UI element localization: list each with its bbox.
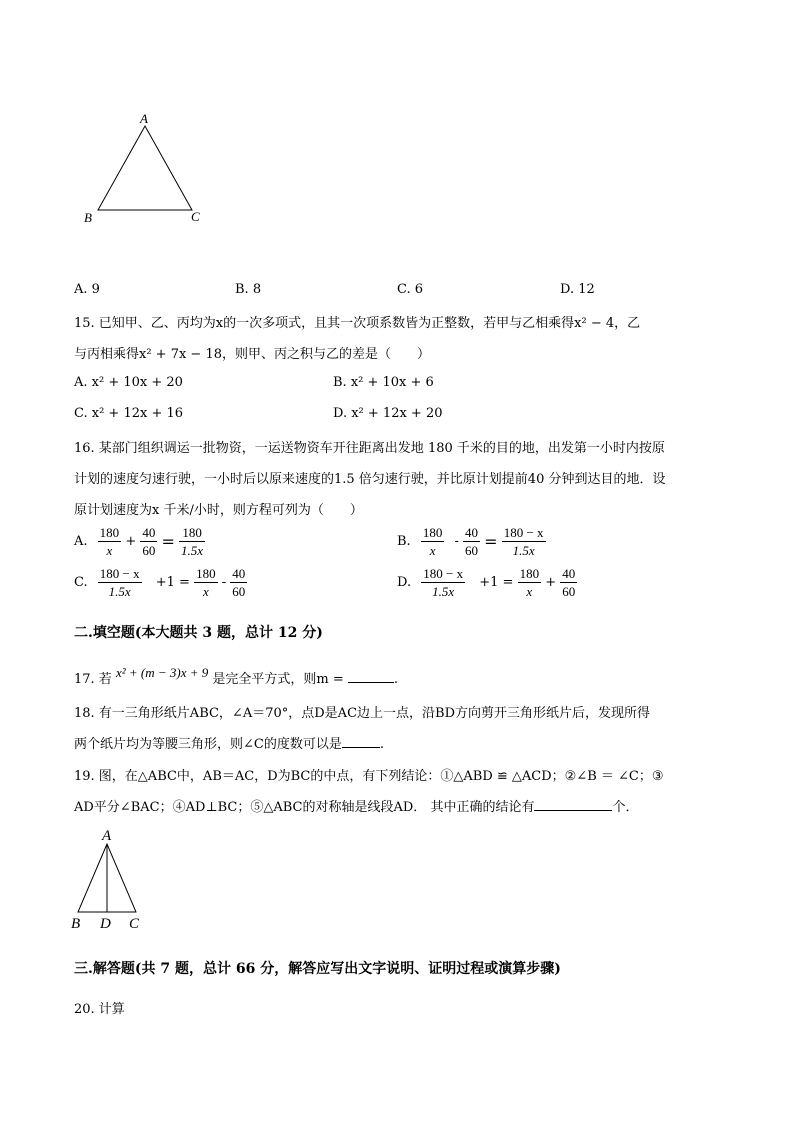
fraction: $\frac{180 - x}{1.5x}$ bbox=[423, 566, 464, 599]
fraction: $\frac{180}{1.5x}$ bbox=[181, 525, 204, 558]
fraction: $\frac{40}{60}$ bbox=[232, 566, 246, 599]
q15-option-a[interactable]: A. x² + 10x + 20 bbox=[74, 375, 183, 390]
option-b-label: B. bbox=[397, 534, 411, 549]
fraction: $\frac{40}{60}$ bbox=[142, 525, 156, 558]
q18-stem-line2 bbox=[74, 733, 384, 752]
isosceles-triangle-figure-q19 bbox=[66, 824, 156, 936]
option-c-label: C. bbox=[74, 575, 88, 590]
equals-sign: = bbox=[484, 532, 498, 551]
fraction: $\frac{40}{60}$ bbox=[562, 566, 576, 599]
q19-line2-text: AD平分∠BAC；④AD⊥BC；⑤△ABC的对称轴是线段AD． 其中正确的结论有 bbox=[74, 800, 535, 815]
triangle-figure-q14 bbox=[80, 110, 210, 230]
minus-sign: - bbox=[454, 534, 459, 549]
q15-stem-line2: 与丙相乘得x² + 7x − 18，则甲、丙之积与乙的差是（ ） bbox=[74, 347, 431, 362]
q17-period: . bbox=[393, 672, 399, 687]
fraction: $\frac{40}{60}$ bbox=[465, 525, 479, 558]
q14-option-d[interactable]: D. 12 bbox=[560, 282, 595, 297]
q19-answer-blank[interactable] bbox=[534, 810, 612, 811]
equals-sign: = bbox=[161, 532, 175, 551]
vertex-b-label: B bbox=[84, 210, 92, 225]
fraction: $\frac{180}{x}$ bbox=[422, 525, 443, 558]
plus-sign: + bbox=[125, 534, 137, 549]
q19-stem-line2 bbox=[74, 796, 638, 815]
vertex-b-label: B bbox=[71, 916, 81, 932]
q15-option-b[interactable]: B. x² + 10x + 6 bbox=[333, 375, 434, 390]
q19-stem-line1: 19. 图，在△ABC中，AB＝AC，D为BC的中点，有下列结论：①△ABD ≌ △ACD；②∠B ＝ ∠C；③ bbox=[74, 769, 664, 784]
option-a-label: A. bbox=[74, 534, 88, 549]
q18-stem-line1: 18. 有一三角形纸片ABC，∠A＝70°，点D是AC边上一点，沿BD方向剪开三角形纸片后，发现所得 bbox=[74, 706, 650, 721]
q15-option-c[interactable]: C. x² + 12x + 16 bbox=[74, 406, 184, 421]
fraction: $\frac{180}{x}$ bbox=[196, 566, 216, 599]
plus-one-equals: +1 = bbox=[155, 575, 190, 590]
fraction: $\frac{180}{x}$ bbox=[519, 566, 540, 599]
q18-answer-blank[interactable] bbox=[342, 747, 380, 748]
section-heading-solutions: 三.解答题(共 7 题，总计 66 分，解答应写出文字说明、证明过程或演算步骤) bbox=[74, 961, 561, 977]
q14-option-c[interactable]: C. 6 bbox=[397, 282, 424, 297]
vertex-c-label: C bbox=[191, 209, 200, 224]
plus-one-equals: +1 = bbox=[479, 575, 514, 590]
q15-option-d[interactable]: D. x² + 12x + 20 bbox=[333, 406, 443, 421]
q20-stem: 20. 计算 bbox=[74, 1002, 125, 1017]
plus-sign: + bbox=[545, 575, 557, 590]
q14-option-b[interactable]: B. 8 bbox=[235, 282, 262, 297]
q16-option-a[interactable] bbox=[74, 524, 205, 559]
q17-prefix: 17. 若 bbox=[74, 672, 112, 687]
section-heading-fill-in: 二.填空题(本大题共 3 题，总计 12 分) bbox=[74, 625, 323, 641]
q17-expression: x² + (m − 3)x + 9 bbox=[115, 665, 209, 680]
q14-option-a[interactable]: A. 9 bbox=[74, 282, 100, 297]
fraction: $\frac{180}{x}$ bbox=[99, 525, 120, 558]
vertex-a-label: A bbox=[102, 828, 112, 844]
q19-line2-end: 个． bbox=[612, 800, 639, 815]
q16-stem-line1: 16. 某部门组织调运一批物资，一运送物资车开往距离出发地 180 千米的目的地，出发第一小时内按原 bbox=[74, 441, 665, 456]
q16-option-b[interactable] bbox=[397, 524, 546, 559]
q16-stem-line3: 原计划速度为x 千米/小时，则方程可列为（ ） bbox=[74, 503, 363, 518]
q18-line2-text: 两个纸片均为等腰三角形，则∠C的度数可以是 bbox=[74, 737, 342, 752]
q17 bbox=[74, 665, 399, 687]
q17-suffix: 是完全平方式，则m = bbox=[212, 672, 344, 687]
vertex-c-label: C bbox=[129, 916, 140, 932]
q16-option-c[interactable] bbox=[74, 565, 247, 600]
q16-option-d[interactable] bbox=[397, 565, 577, 600]
q17-answer-blank[interactable] bbox=[348, 682, 394, 683]
q18-period: . bbox=[379, 737, 384, 752]
q16-stem-line2: 计划的速度匀速行驶，一小时后以原来速度的1.5 倍匀速行驶，并比原计划提前40 分钟到达目的地．设 bbox=[74, 472, 666, 487]
option-d-label: D. bbox=[397, 575, 412, 590]
vertex-a-label: A bbox=[140, 111, 148, 126]
minus-sign: - bbox=[221, 575, 227, 590]
fraction: $\frac{180 - x}{1.5x}$ bbox=[503, 525, 544, 558]
q15-stem-line1: 15. 已知甲、乙、丙均为x的一次多项式，且其一次项系数皆为正整数，若甲与乙相乘得x² − 4，乙 bbox=[74, 316, 641, 331]
point-d-label: D bbox=[100, 916, 111, 932]
triangle-abc bbox=[98, 126, 192, 210]
fraction: $\frac{180 - x}{1.5x}$ bbox=[99, 566, 140, 599]
